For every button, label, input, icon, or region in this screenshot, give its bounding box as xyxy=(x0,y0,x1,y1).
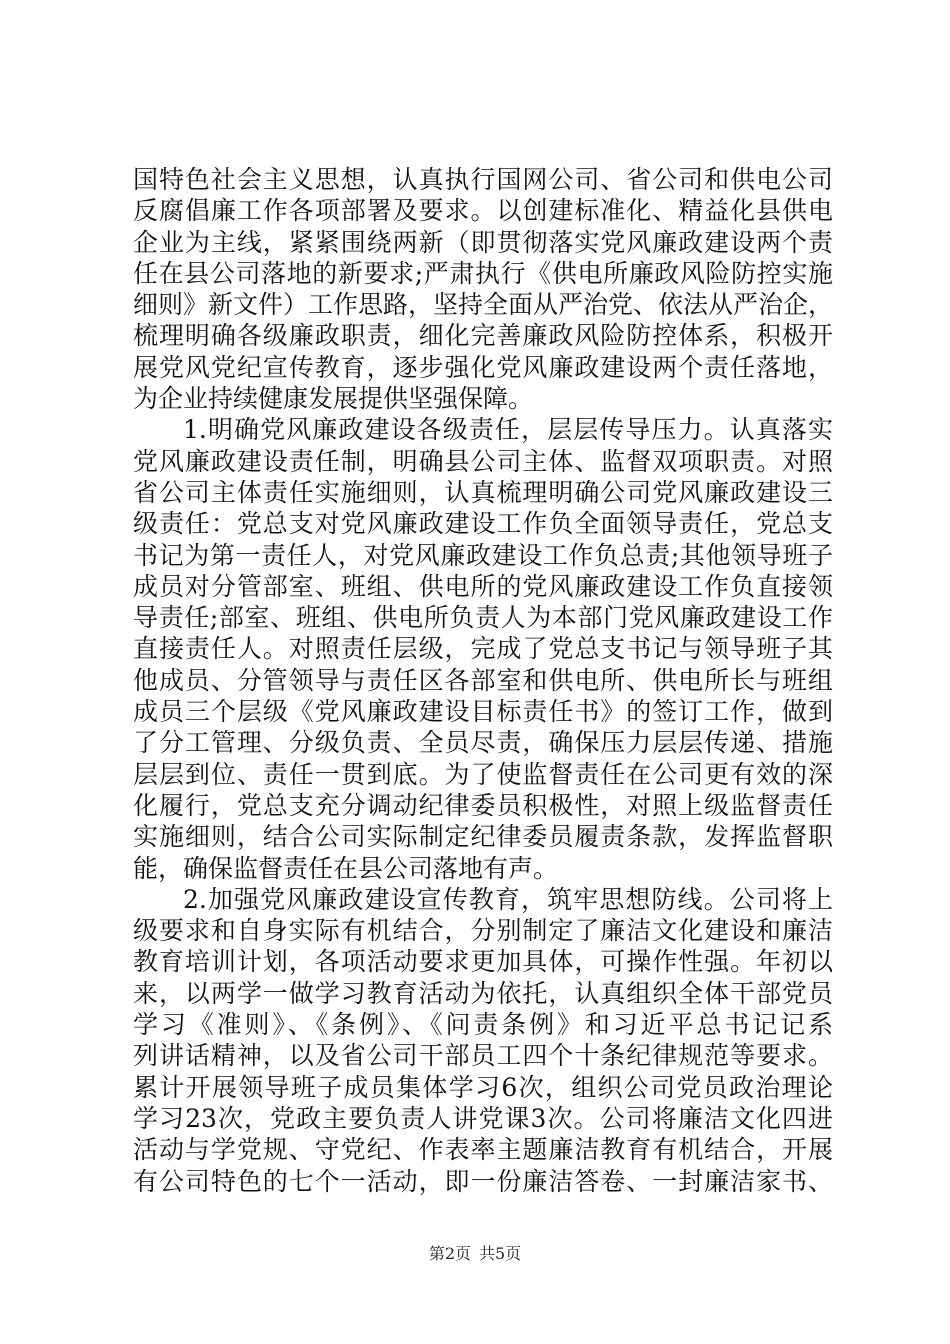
text-line: 级责任：党总支对党风廉政建设工作负全面领导责任，党总支 xyxy=(133,509,833,539)
text-line: 层层到位、责任一贯到底。为了使监督责任在公司更有效的深 xyxy=(133,759,833,789)
text-line: 学习23次，党政主要负责人讲党课3次。公司将廉洁文化四进 xyxy=(133,1103,833,1133)
text-line: 教育培训计划，各项活动要求更加具体，可操作性强。年初以 xyxy=(133,947,833,977)
text-line: 有公司特色的七个一活动，即一份廉洁答卷、一封廉洁家书、 xyxy=(133,1166,833,1196)
page-total: 共5页 xyxy=(479,1244,522,1263)
text-line: 了分工管理、分级负责、全员尽责，确保压力层层传递、措施 xyxy=(133,728,833,758)
text-line: 梳理明确各级廉政职责，细化完善廉政风险防控体系，积极开 xyxy=(133,321,833,351)
text-line: 2.加强党风廉政建设宣传教育，筑牢思想防线。公司将上 xyxy=(183,884,833,914)
text-line: 实施细则，结合公司实际制定纪律委员履责条款，发挥监督职 xyxy=(133,822,833,852)
text-line: 党风廉政建设责任制，明确县公司主体、监督双项职责。对照 xyxy=(133,446,833,476)
text-line: 成员三个层级《党风廉政建设目标责任书》的签订工作，做到 xyxy=(133,697,833,727)
text-line: 细则》新文件）工作思路，坚持全面从严治党、依法从严治企， xyxy=(133,290,834,320)
text-line: 导责任;部室、班组、供电所负责人为本部门党风廉政建设工作 xyxy=(133,603,833,633)
text-line: 来，以两学一做学习教育活动为依托，认真组织全体干部党员 xyxy=(133,978,833,1008)
text-line: 反腐倡廉工作各项部署及要求。以创建标准化、精益化县供电 xyxy=(133,196,833,226)
body-text xyxy=(133,164,833,1197)
text-line: 活动与学党规、守党纪、作表率主题廉洁教育有机结合，开展 xyxy=(133,1135,833,1165)
text-line: 国特色社会主义思想，认真执行国网公司、省公司和供电公司 xyxy=(133,165,833,194)
text-line: 展党风党纪宣传教育，逐步强化党风廉政建设两个责任落地， xyxy=(133,352,833,382)
text-line: 学习《准则》、《条例》、《问责条例》和习近平总书记记系 xyxy=(133,1010,833,1040)
text-line: 省公司主体责任实施细则，认真梳理明确公司党风廉政建设三 xyxy=(133,477,833,507)
text-line: 书记为第一责任人，对党风廉政建设工作负总责;其他领导班子 xyxy=(133,540,833,570)
text-line: 直接责任人。对照责任层级，完成了党总支书记与领导班子其 xyxy=(133,634,833,664)
text-line: 能，确保监督责任在县公司落地有声。 xyxy=(133,853,559,883)
text-line: 累计开展领导班子成员集体学习6次，组织公司党员政治理论 xyxy=(133,1072,833,1102)
page-footer xyxy=(0,1244,950,1264)
text-line: 任在县公司落地的新要求;严肃执行《供电所廉政风险防控实施 xyxy=(133,258,833,288)
text-line: 级要求和自身实际有机结合，分别制定了廉洁文化建设和廉洁 xyxy=(133,916,833,946)
text-line: 1.明确党风廉政建设各级责任，层层传导压力。认真落实 xyxy=(183,415,833,445)
text-line: 为企业持续健康发展提供坚强保障。 xyxy=(133,384,534,414)
text-line: 成员对分管部室、班组、供电所的党风廉政建设工作负直接领 xyxy=(133,571,833,601)
text-line: 列讲话精神，以及省公司干部员工四个十条纪律规范等要求。 xyxy=(133,1041,833,1071)
text-line: 他成员、分管领导与责任区各部室和供电所、供电所长与班组 xyxy=(133,665,833,695)
page-number: 第2页 xyxy=(428,1244,471,1263)
text-line: 企业为主线，紧紧围绕两新（即贯彻落实党风廉政建设两个责 xyxy=(133,227,833,257)
text-line: 化履行，党总支充分调动纪律委员积极性，对照上级监督责任 xyxy=(133,790,833,820)
